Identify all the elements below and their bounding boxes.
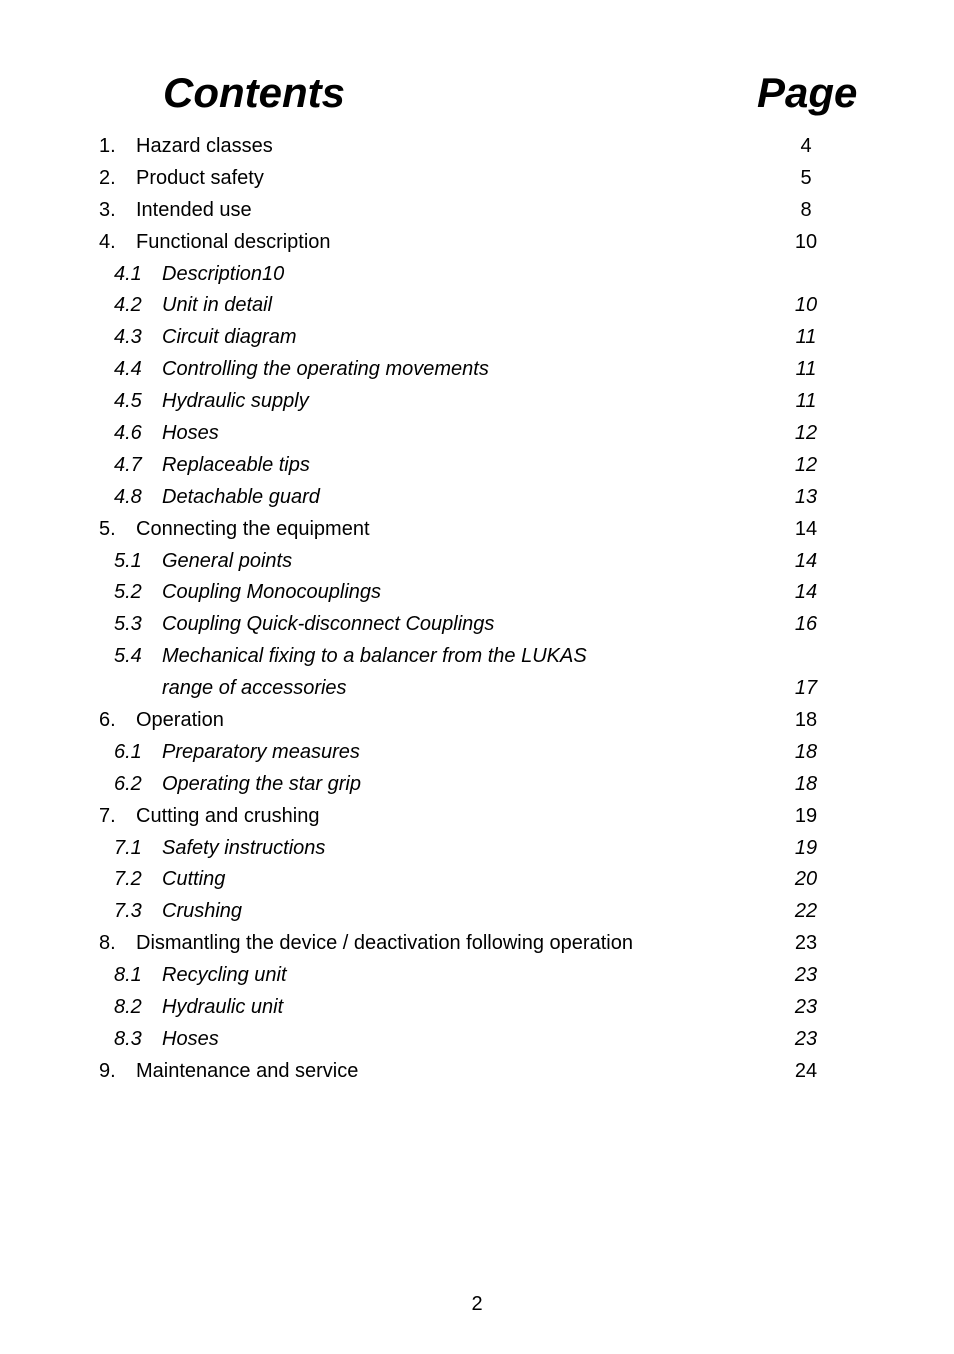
toc-entry-page: 11 bbox=[795, 358, 817, 381]
toc-subentry[interactable] bbox=[0, 546, 954, 578]
toc-entry-number: 4. bbox=[99, 230, 116, 253]
toc-entry-number: 6.1 bbox=[114, 740, 142, 763]
toc-entry-number: 4.7 bbox=[114, 453, 142, 476]
toc-entry-title: Description10 bbox=[162, 262, 285, 285]
toc-entry-title: Circuit diagram bbox=[162, 326, 297, 349]
toc-entry-page: 23 bbox=[794, 996, 818, 1019]
toc-subentry[interactable] bbox=[0, 769, 954, 801]
toc-entry[interactable] bbox=[0, 131, 954, 163]
toc-entry-title: Maintenance and service bbox=[136, 1059, 359, 1082]
toc-entry-page: 23 bbox=[794, 932, 818, 955]
toc-entry-number: 7.1 bbox=[114, 836, 142, 859]
toc-subentry[interactable] bbox=[0, 354, 954, 386]
toc-entry-page: 19 bbox=[794, 836, 818, 859]
toc-entry-page: 14 bbox=[794, 549, 818, 572]
toc-entry-title: General points bbox=[162, 549, 293, 572]
toc-subentry[interactable] bbox=[0, 864, 954, 896]
toc-entry-page: 22 bbox=[794, 900, 818, 923]
toc-entry-number: 7. bbox=[99, 804, 116, 827]
toc-entry-page: 18 bbox=[794, 709, 818, 732]
toc-subentry[interactable] bbox=[0, 960, 954, 992]
toc-entry[interactable] bbox=[0, 928, 954, 960]
toc-entry-page: 14 bbox=[794, 581, 818, 604]
toc-entry-title: Hydraulic unit bbox=[162, 996, 284, 1019]
toc-entry-page: 8 bbox=[800, 198, 812, 221]
page-column-heading: Page bbox=[757, 69, 858, 116]
toc-entry-title: Product safety bbox=[136, 166, 264, 189]
toc-entry-page: 24 bbox=[794, 1059, 818, 1082]
toc-entry-title: Cutting bbox=[162, 868, 226, 891]
toc-subentry[interactable] bbox=[0, 1024, 954, 1056]
toc-entry[interactable] bbox=[0, 195, 954, 227]
toc-entry[interactable] bbox=[0, 1056, 954, 1088]
toc-entry-number: 4.1 bbox=[114, 262, 142, 285]
toc-entry-title: Crushing bbox=[162, 900, 243, 923]
toc-entry-page: 4 bbox=[800, 135, 812, 157]
toc-entry-number: 3. bbox=[99, 198, 116, 221]
toc-entry-number: 4.8 bbox=[114, 485, 142, 508]
toc-entry-number: 5.3 bbox=[114, 613, 142, 636]
toc-entry-number: 4.4 bbox=[114, 358, 142, 381]
toc-subentry[interactable] bbox=[0, 482, 954, 514]
toc-entry-number: 4.6 bbox=[114, 422, 142, 445]
toc-entry-title: Connecting the equipment bbox=[136, 517, 370, 540]
toc-entry-number: 4.3 bbox=[114, 326, 142, 349]
toc-entry-page: 20 bbox=[794, 868, 818, 891]
toc-entry-title: Recycling unit bbox=[162, 964, 287, 987]
toc-entry-title: Hoses bbox=[162, 1027, 219, 1050]
toc-entry-page: 16 bbox=[794, 613, 818, 636]
toc-subentry[interactable] bbox=[0, 833, 954, 865]
toc-entry-page: 13 bbox=[794, 485, 818, 508]
toc-subentry[interactable] bbox=[0, 737, 954, 769]
toc-entry-page: 18 bbox=[794, 772, 818, 795]
toc-entry-page: 11 bbox=[795, 390, 817, 413]
toc-entry-number: 8.1 bbox=[114, 964, 142, 987]
toc-subentry[interactable] bbox=[0, 290, 954, 322]
toc-entry-number: 9. bbox=[99, 1059, 116, 1082]
toc-subentry[interactable] bbox=[0, 896, 954, 928]
toc-entry-number: 4.5 bbox=[114, 390, 142, 413]
toc-entry[interactable] bbox=[0, 801, 954, 833]
toc-entry-page: 23 bbox=[794, 964, 818, 987]
toc-subentry[interactable] bbox=[0, 673, 954, 705]
toc-subentry[interactable] bbox=[0, 609, 954, 641]
toc-entry[interactable] bbox=[0, 163, 954, 195]
toc-entry-page: 5 bbox=[800, 166, 812, 189]
page-number: 2 bbox=[471, 1293, 483, 1315]
toc-entry-page: 17 bbox=[794, 677, 818, 700]
toc-entry[interactable] bbox=[0, 227, 954, 259]
toc-entry-title: Preparatory measures bbox=[162, 740, 360, 763]
toc-entry-page: 10 bbox=[794, 230, 818, 253]
toc-entry-page: 14 bbox=[794, 517, 818, 540]
toc-entry-page: 11 bbox=[795, 326, 817, 349]
toc-entry-title: Operating the star grip bbox=[162, 772, 361, 795]
toc-entry-number: 2. bbox=[99, 166, 116, 189]
toc-entry-number: 8. bbox=[99, 932, 116, 955]
toc-entry-number: 1. bbox=[99, 135, 116, 157]
toc-entry-title: Safety instructions bbox=[162, 836, 326, 859]
toc-subentry[interactable] bbox=[0, 992, 954, 1024]
contents-heading: Contents bbox=[163, 69, 345, 116]
toc-entry-title: Hazard classes bbox=[136, 135, 273, 157]
toc-entry-title: range of accessories bbox=[162, 677, 347, 700]
toc-entry-number: 5.4 bbox=[114, 645, 142, 668]
toc-entry-title: Dismantling the device / deactivation following operation bbox=[136, 932, 633, 955]
toc-entry-title: Mechanical fixing to a balancer from the LUKAS bbox=[162, 645, 587, 668]
toc-entry-page: 12 bbox=[794, 453, 818, 476]
toc-entry-number: 4.2 bbox=[114, 294, 142, 317]
toc-entry-title: Unit in detail bbox=[162, 294, 273, 317]
toc-entry-number: 6. bbox=[99, 709, 116, 732]
toc-subentry[interactable] bbox=[0, 259, 954, 291]
toc-entry-title: Cutting and crushing bbox=[136, 804, 320, 827]
toc-entry-number: 5. bbox=[99, 517, 116, 540]
toc-entry-page: 23 bbox=[794, 1027, 818, 1050]
toc-entry-number: 7.3 bbox=[114, 900, 142, 923]
toc-entry-page: 18 bbox=[794, 740, 818, 763]
toc-entry-number: 8.2 bbox=[114, 996, 142, 1019]
toc-entry-title: Operation bbox=[136, 709, 224, 732]
toc-subentry[interactable] bbox=[0, 641, 954, 673]
toc-entry-number: 5.2 bbox=[114, 581, 142, 604]
table-of-contents bbox=[0, 131, 954, 1088]
toc-entry-title: Coupling Monocouplings bbox=[162, 581, 382, 604]
toc-entry-number: 6.2 bbox=[114, 772, 142, 795]
toc-entry-title: Hoses bbox=[162, 422, 219, 445]
toc-subentry[interactable] bbox=[0, 418, 954, 450]
toc-entry-page: 19 bbox=[794, 804, 818, 827]
toc-entry-number: 5.1 bbox=[114, 549, 142, 572]
toc-entry[interactable] bbox=[0, 705, 954, 737]
toc-entry-title: Replaceable tips bbox=[162, 453, 310, 476]
toc-entry-title: Detachable guard bbox=[162, 485, 320, 508]
toc-subentry[interactable] bbox=[0, 577, 954, 609]
toc-entry-title: Functional description bbox=[136, 230, 331, 253]
toc-entry-number: 7.2 bbox=[114, 868, 142, 891]
toc-entry-number: 8.3 bbox=[114, 1027, 142, 1050]
toc-entry-title: Intended use bbox=[136, 198, 252, 221]
toc-subentry[interactable] bbox=[0, 450, 954, 482]
toc-subentry[interactable] bbox=[0, 386, 954, 418]
toc-entry-title: Coupling Quick-disconnect Couplings bbox=[162, 613, 495, 636]
toc-subentry[interactable] bbox=[0, 322, 954, 354]
toc-entry-page: 12 bbox=[794, 422, 818, 445]
toc-entry-title: Controlling the operating movements bbox=[162, 358, 489, 381]
toc-entry-title: Hydraulic supply bbox=[162, 390, 309, 413]
toc-entry[interactable] bbox=[0, 514, 954, 546]
toc-entry-page: 10 bbox=[794, 294, 818, 317]
